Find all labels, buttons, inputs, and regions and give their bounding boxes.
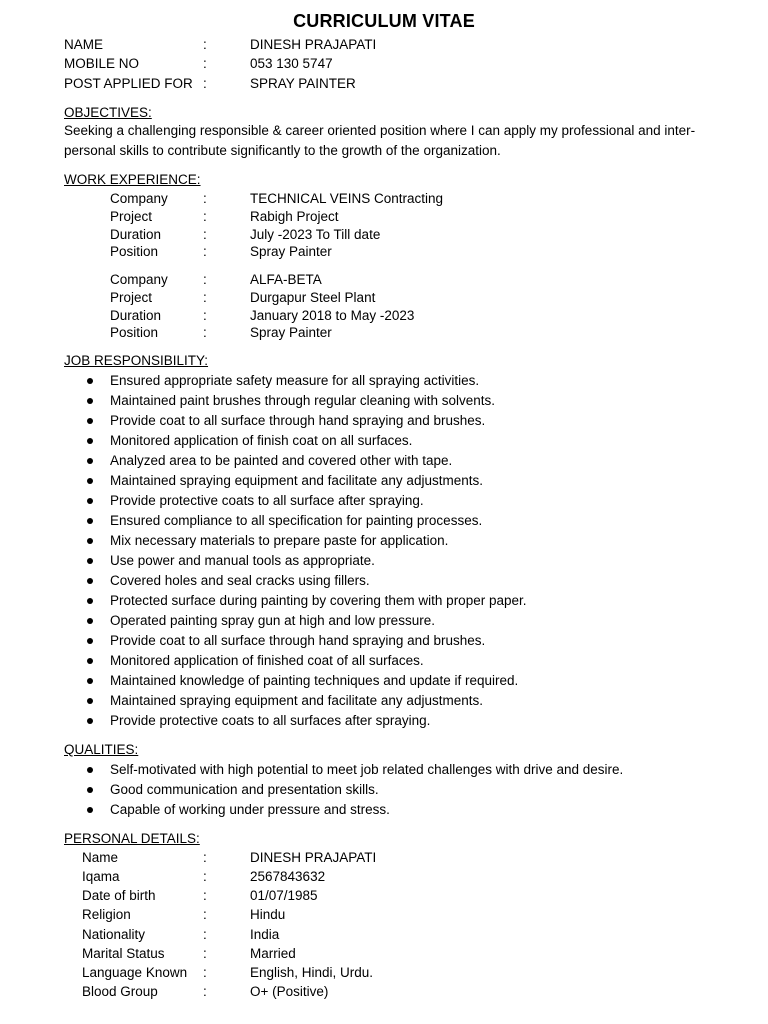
list-item-text: Operated painting spray gun at high and low pressure. [110,613,435,628]
bullet-icon [87,807,93,813]
bullet-icon [87,767,93,773]
list-item-text: Use power and manual tools as appropriate. [110,553,375,568]
list-item-text: Covered holes and seal cracks using fillers. [110,573,370,588]
list-item [64,671,527,691]
mobile-label: MOBILE NO [64,56,140,71]
separator: : [203,850,207,865]
separator: : [203,191,207,206]
detail-value: 01/07/1985 [250,888,318,903]
duration-label: Duration [110,227,162,242]
detail-label: Name [82,850,119,865]
post-applied-value: SPRAY PAINTER [250,76,356,91]
separator: : [203,227,207,242]
bullet-icon [87,598,93,604]
list-item [64,760,623,780]
detail-value: India [250,927,280,942]
company-value: ALFA-BETA [250,272,322,287]
bullet-icon [87,518,93,524]
separator: : [203,308,207,323]
separator: : [203,907,207,922]
duration-value: July -2023 To Till date [250,227,381,242]
list-item [64,711,527,731]
separator: : [203,869,207,884]
list-item [64,691,527,711]
list-item-text: Maintained spraying equipment and facilitate any adjustments. [110,693,483,708]
list-item [64,411,527,431]
list-item-text: Maintained spraying equipment and facilitate any adjustments. [110,473,483,488]
detail-label: Marital Status [82,946,165,961]
bullet-icon [87,638,93,644]
detail-value: English, Hindi, Urdu. [250,965,374,980]
job-responsibility-list [64,371,527,731]
list-item [64,780,623,800]
separator: : [203,37,207,52]
separator: : [203,244,207,259]
objectives-heading: OBJECTIVES: [64,105,152,120]
list-item-text: Provide coat to all surface through hand spraying and brushes. [110,633,486,648]
list-item [64,631,527,651]
project-value: Durgapur Steel Plant [250,290,376,305]
project-label: Project [110,209,153,224]
list-item [64,571,527,591]
list-item [64,391,527,411]
list-item [64,491,527,511]
detail-value: 2567843632 [250,869,326,884]
list-item-text: Maintained paint brushes through regular cleaning with solvents. [110,393,495,408]
bullet-icon [87,498,93,504]
list-item [64,591,527,611]
post-applied-label: POST APPLIED FOR [64,76,193,91]
bullet-icon [87,578,93,584]
objectives-text: Seeking a challenging responsible & career oriented position where I can apply my professional and inter-personal skills to contribute significantly to the growth of the organization. [64,123,696,158]
separator: : [203,325,207,340]
detail-label: Nationality [82,927,146,942]
list-item-text: Ensured compliance to all specification for painting processes. [110,513,483,528]
detail-label: Iqama [82,869,120,884]
detail-label: Date of birth [82,888,156,903]
position-label: Position [110,325,159,340]
bullet-icon [87,378,93,384]
qualities-heading: QUALITIES: [64,742,139,757]
list-item-text: Provide protective coats to all surfaces after spraying. [110,713,431,728]
bullet-icon [87,538,93,544]
bullet-icon [87,558,93,564]
position-value: Spray Painter [250,244,332,259]
name-label: NAME [64,37,104,52]
separator: : [203,946,207,961]
separator: : [203,272,207,287]
bullet-icon [87,718,93,724]
project-label: Project [110,290,153,305]
separator: : [203,965,207,980]
list-item [64,551,527,571]
list-item-text: Protected surface during painting by covering them with proper paper. [110,593,527,608]
duration-label: Duration [110,308,162,323]
separator: : [203,927,207,942]
bullet-icon [87,678,93,684]
bullet-icon [87,618,93,624]
duration-value: January 2018 to May -2023 [250,308,415,323]
list-item [64,431,527,451]
bullet-icon [87,418,93,424]
bullet-icon [87,458,93,464]
list-item [64,471,527,491]
separator: : [203,888,207,903]
position-label: Position [110,244,159,259]
list-item-text: Maintained knowledge of painting techniques and update if required. [110,673,519,688]
position-value: Spray Painter [250,325,332,340]
bullet-icon [87,438,93,444]
list-item-text: Mix necessary materials to prepare paste for application. [110,533,449,548]
qualities-list [64,760,623,820]
company-label: Company [110,191,168,206]
list-item-text: Ensured appropriate safety measure for all spraying activities. [110,373,480,388]
list-item-text: Provide coat to all surface through hand spraying and brushes. [110,413,486,428]
list-item-text: Provide protective coats to all surface after spraying. [110,493,424,508]
bullet-icon [87,478,93,484]
company-value: TECHNICAL VEINS Contracting [250,191,444,206]
detail-value: Married [250,946,296,961]
list-item [64,451,527,471]
mobile-value: 053 130 5747 [250,56,333,71]
list-item-text: Capable of working under pressure and stress. [110,802,390,817]
work-experience-heading: WORK EXPERIENCE: [64,172,201,187]
bullet-icon [87,698,93,704]
list-item [64,371,527,391]
bullet-icon [87,658,93,664]
list-item [64,531,527,551]
list-item-text: Self-motivated with high potential to meet job related challenges with drive and desire. [110,762,624,777]
name-value: DINESH PRAJAPATI [250,37,377,52]
separator: : [203,209,207,224]
separator: : [203,76,207,91]
list-item [64,611,527,631]
separator: : [203,290,207,305]
detail-label: Religion [82,907,131,922]
detail-value: O+ (Positive) [250,984,329,999]
detail-label: Language Known [82,965,188,980]
list-item-text: Analyzed area to be painted and covered other with tape. [110,453,453,468]
document-title: CURRICULUM VITAE [293,11,475,31]
detail-value: Hindu [250,907,286,922]
list-item-text: Monitored application of finished coat of all surfaces. [110,653,424,668]
detail-label: Blood Group [82,984,158,999]
separator: : [203,984,207,999]
list-item-text: Monitored application of finish coat on all surfaces. [110,433,413,448]
list-item [64,800,623,820]
personal-details-heading: PERSONAL DETAILS: [64,831,200,846]
list-item [64,511,527,531]
bullet-icon [87,398,93,404]
detail-value: DINESH PRAJAPATI [250,850,377,865]
job-responsibility-heading: JOB RESPONSIBILITY: [64,353,209,368]
bullet-icon [87,787,93,793]
separator: : [203,56,207,71]
project-value: Rabigh Project [250,209,339,224]
company-label: Company [110,272,168,287]
list-item [64,651,527,671]
list-item-text: Good communication and presentation skills. [110,782,379,797]
